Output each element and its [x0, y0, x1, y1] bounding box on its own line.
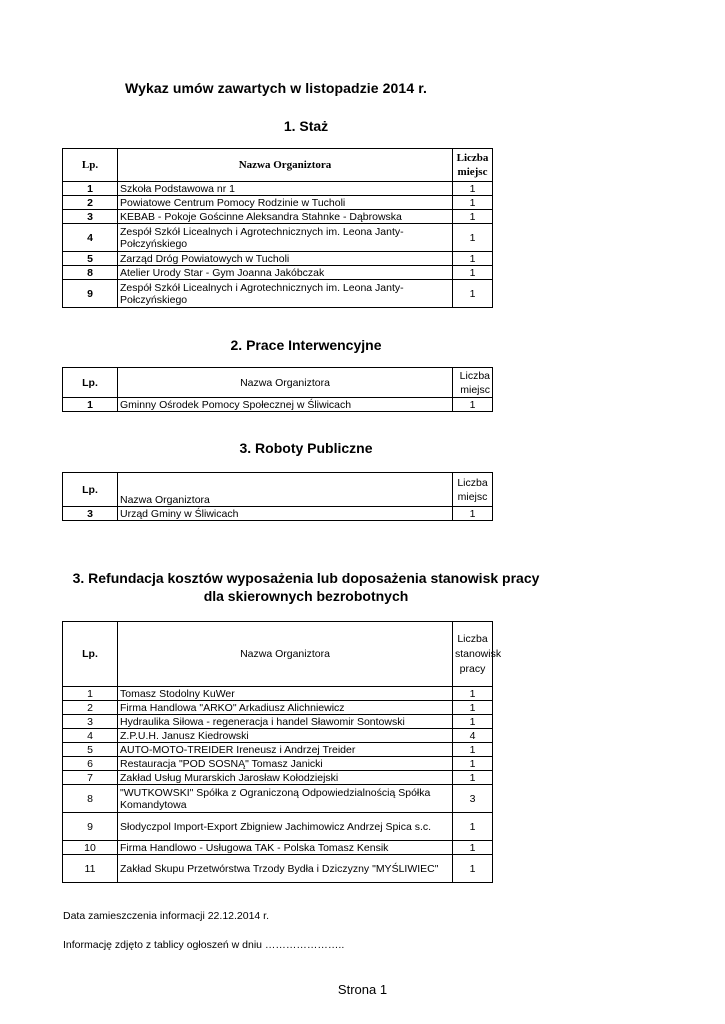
- section2-table: [62, 367, 493, 412]
- row-lp: 6: [63, 757, 118, 771]
- row-organizer-name: Zespół Szkół Licealnych i Agrotechnicznych im. Leona Janty-Połczyńskiego: [118, 224, 453, 252]
- row-count: 1: [453, 182, 493, 196]
- col-lp-header: Lp.: [63, 473, 118, 507]
- row-count: 1: [453, 701, 493, 715]
- row-count: 1: [453, 855, 493, 883]
- row-organizer-name: Zarząd Dróg Powiatowych w Tucholi: [118, 252, 453, 266]
- col-name-header: Nazwa Organiztora: [118, 473, 453, 507]
- col-name-header: Nazwa Organiztora: [118, 622, 453, 687]
- row-lp: 8: [63, 266, 118, 280]
- row-count: 1: [453, 252, 493, 266]
- table-row: [63, 196, 493, 210]
- row-organizer-name: Restauracja "POD SOSNĄ" Tomasz Janicki: [118, 757, 453, 771]
- row-lp: 2: [63, 196, 118, 210]
- section4-heading-line1: 3. Refundacja kosztów wyposażenia lub doposażenia stanowisk pracy: [72, 570, 540, 586]
- table-row: [63, 210, 493, 224]
- row-lp: 7: [63, 771, 118, 785]
- row-count: 1: [453, 210, 493, 224]
- row-lp: 9: [63, 280, 118, 308]
- row-count: 1: [453, 507, 493, 521]
- row-organizer-name: Zakład Usług Murarskich Jarosław Kołodziejski: [118, 771, 453, 785]
- col-count-header: Liczba miejsc: [453, 473, 493, 507]
- section4-heading-line2: dla skierownych bezrobotnych: [203, 588, 409, 604]
- row-count: 1: [453, 266, 493, 280]
- row-count: 1: [453, 224, 493, 252]
- row-count: 1: [453, 757, 493, 771]
- table-row: [63, 729, 493, 743]
- row-lp: 1: [63, 398, 118, 412]
- row-count: 3: [453, 785, 493, 813]
- page-footer: Strona 1: [337, 982, 388, 997]
- removed-date-note: Informację zdjęto z tablicy ogłoszeń w dniu …………………..: [63, 939, 345, 951]
- row-count: 4: [453, 729, 493, 743]
- col-lp-header: Lp.: [63, 622, 118, 687]
- table-row: [63, 224, 493, 252]
- row-organizer-name: Powiatowe Centrum Pomocy Rodzinie w Tucholi: [118, 196, 453, 210]
- row-lp: 1: [63, 182, 118, 196]
- section4-heading: [0, 569, 612, 605]
- table-row: [63, 252, 493, 266]
- section3-table: [62, 472, 493, 521]
- table-row: [63, 266, 493, 280]
- row-organizer-name: AUTO-MOTO-TREIDER Ireneusz i Andrzej Treider: [118, 743, 453, 757]
- row-lp: 3: [63, 210, 118, 224]
- row-count: 1: [453, 687, 493, 701]
- row-count: 1: [453, 196, 493, 210]
- row-lp: 9: [63, 813, 118, 841]
- table-row: [63, 813, 493, 841]
- table-row: [63, 771, 493, 785]
- table-row: [63, 398, 493, 412]
- row-organizer-name: KEBAB - Pokoje Gościnne Aleksandra Stahnke - Dąbrowska: [118, 210, 453, 224]
- row-lp: 3: [63, 507, 118, 521]
- row-organizer-name: Atelier Urody Star - Gym Joanna Jakóbczak: [118, 266, 453, 280]
- table-row: [63, 280, 493, 308]
- row-count: 1: [453, 743, 493, 757]
- col-name-header: Nazwa Organiztora: [118, 368, 453, 398]
- row-organizer-name: Gminny Ośrodek Pomocy Społecznej w Śliwicach: [118, 398, 453, 412]
- section4-table: [62, 621, 502, 883]
- row-organizer-name: Słodyczpol Import-Export Zbigniew Jachimowicz Andrzej Spica s.c.: [118, 813, 453, 841]
- section1-heading: 1. Staż: [283, 118, 329, 134]
- row-count: 1: [453, 715, 493, 729]
- table-row: [63, 715, 493, 729]
- row-count: 1: [453, 813, 493, 841]
- row-count: 1: [453, 280, 493, 308]
- row-lp: 10: [63, 841, 118, 855]
- col-lp-header: Lp.: [63, 149, 118, 182]
- row-lp: 1: [63, 687, 118, 701]
- table-row: [63, 855, 493, 883]
- row-lp: 2: [63, 701, 118, 715]
- row-lp: 4: [63, 729, 118, 743]
- row-organizer-name: Zakład Skupu Przetwórstwa Trzody Bydła i Dziczyzny "MYŚLIWIEC": [118, 855, 453, 883]
- row-organizer-name: Urząd Gminy w Śliwicach: [118, 507, 453, 521]
- row-lp: 3: [63, 715, 118, 729]
- row-count: 1: [453, 398, 493, 412]
- table-row: [63, 507, 493, 521]
- row-organizer-name: Firma Handlowa "ARKO" Arkadiusz Alichniewicz: [118, 701, 453, 715]
- row-count: 1: [453, 841, 493, 855]
- table-row: [63, 701, 493, 715]
- col-count-header: Liczba miejsc: [453, 149, 493, 182]
- row-organizer-name: "WUTKOWSKI" Spółka z Ograniczoną Odpowiedzialnością Spółka Komandytowa: [118, 785, 453, 813]
- publish-date-note: Data zamieszczenia informacji 22.12.2014 r.: [63, 910, 270, 922]
- section1-table: [62, 148, 493, 308]
- row-lp: 11: [63, 855, 118, 883]
- row-lp: 8: [63, 785, 118, 813]
- section2-heading: 2. Prace Interwencyjne: [230, 337, 382, 353]
- row-organizer-name: Tomasz Stodolny KuWer: [118, 687, 453, 701]
- row-lp: 4: [63, 224, 118, 252]
- col-name-header: Nazwa Organiztora: [118, 149, 453, 182]
- table-row: [63, 785, 493, 813]
- row-count: 1: [453, 771, 493, 785]
- col-count-header: Liczba miejsc: [453, 368, 493, 398]
- page-title: Wykaz umów zawartych w listopadzie 2014 r.: [125, 80, 427, 96]
- col-lp-header: Lp.: [63, 368, 118, 398]
- row-organizer-name: Szkoła Podstawowa nr 1: [118, 182, 453, 196]
- table-row: [63, 757, 493, 771]
- section3-heading: 3. Roboty Publiczne: [239, 440, 373, 456]
- table-row: [63, 687, 493, 701]
- table-row: [63, 182, 493, 196]
- table-row: [63, 743, 493, 757]
- row-lp: 5: [63, 743, 118, 757]
- row-organizer-name: Z.P.U.H. Janusz Kiedrowski: [118, 729, 453, 743]
- row-organizer-name: Firma Handlowo - Usługowa TAK - Polska Tomasz Kensik: [118, 841, 453, 855]
- row-lp: 5: [63, 252, 118, 266]
- row-organizer-name: Zespół Szkół Licealnych i Agrotechnicznych im. Leona Janty-Połczyńskiego: [118, 280, 453, 308]
- table-row: [63, 841, 493, 855]
- row-organizer-name: Hydraulika Siłowa - regeneracja i handel Sławomir Sontowski: [118, 715, 453, 729]
- col-count-header: Liczba stanowisk pracy: [453, 622, 493, 687]
